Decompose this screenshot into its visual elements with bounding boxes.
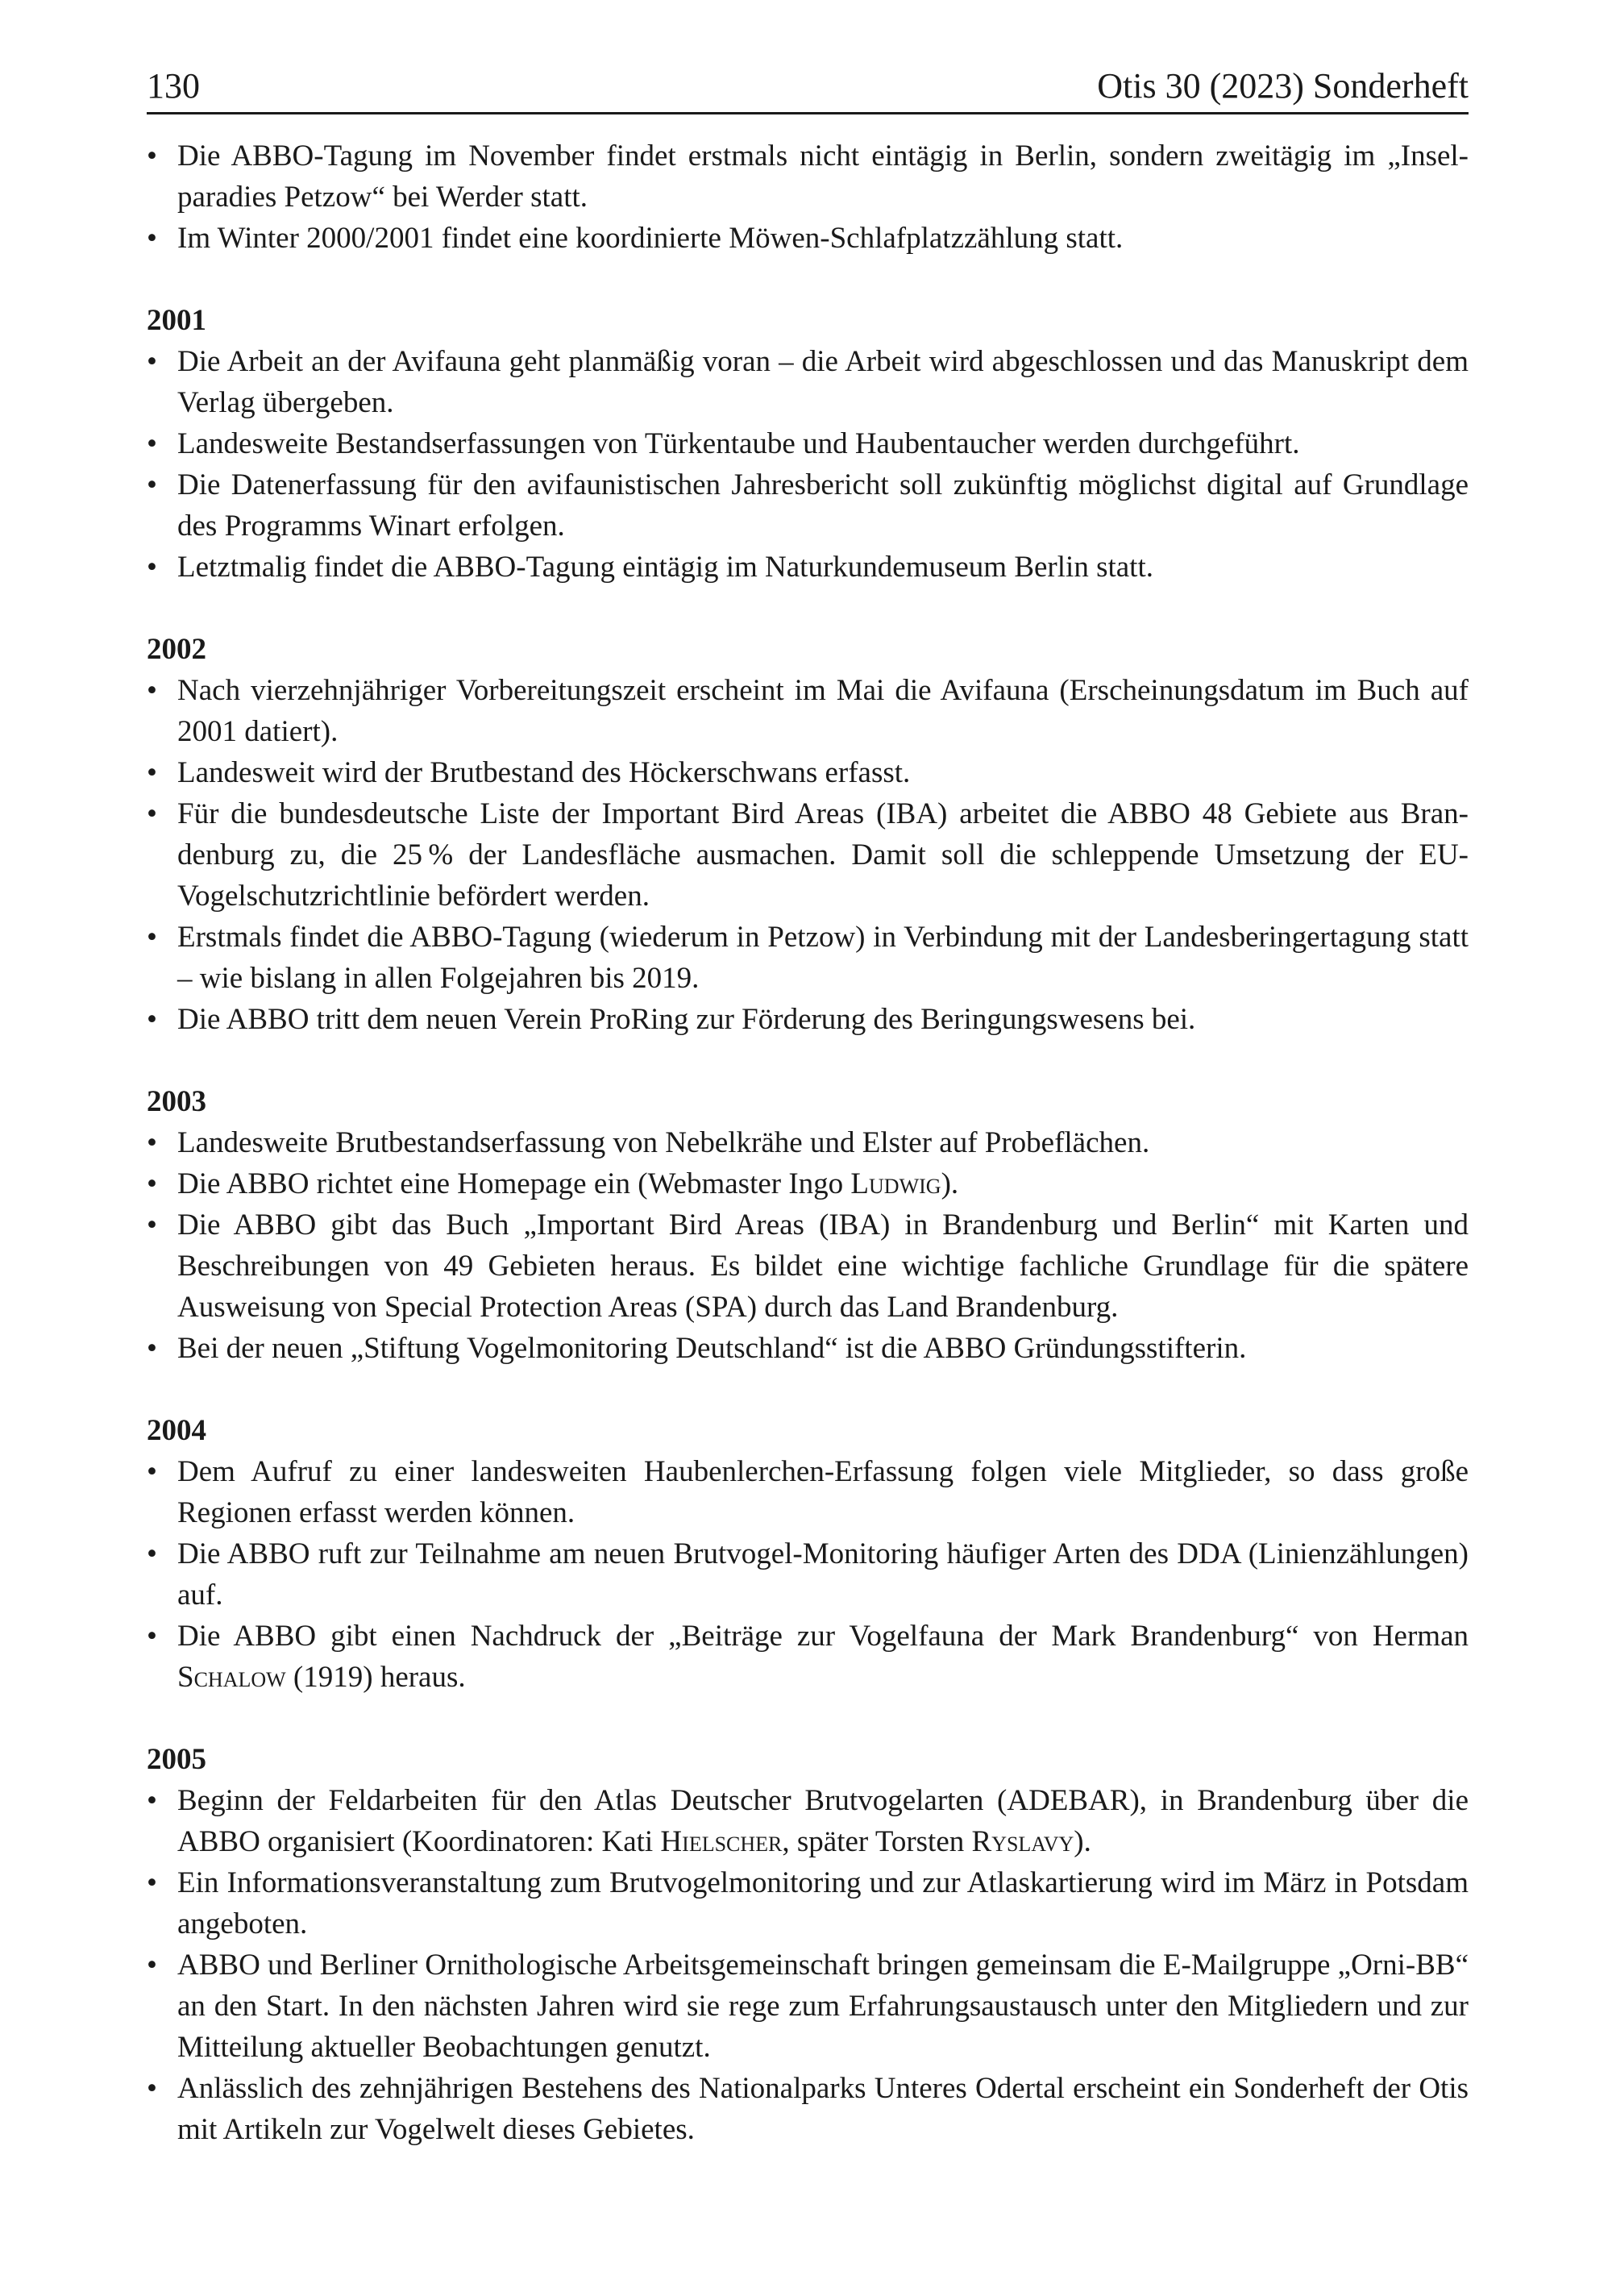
list-item: • Bei der neuen „Stiftung Vogelmonitoring Deutschland“ ist die ABBO Gründungsstifterin. — [147, 1328, 1469, 1369]
running-header — [147, 63, 1469, 114]
page-number: 130 — [147, 66, 200, 106]
bullet-list — [147, 1780, 1469, 2150]
year-section-2002 — [147, 629, 1469, 1040]
bullet-list — [147, 1122, 1469, 1369]
chronicle-content — [147, 135, 1469, 2191]
year-heading: 2002 — [147, 633, 206, 666]
year-heading: 2001 — [147, 304, 206, 337]
list-item: • Die ABBO richtet eine Homepage ein (Webmaster Ingo Ludwig). — [147, 1163, 1469, 1204]
journal-title: Otis 30 (2023) Sonderheft — [1097, 66, 1469, 106]
list-item: • Erstmals findet die ABBO-Tagung (wiederum in Petzow) in Verbindung mit der Landesberingertagung statt – wie bislang in allen Folgejahren bis 2019. — [147, 917, 1469, 999]
list-item: • Die ABBO tritt dem neuen Verein ProRing zur Förderung des Beringungswesens bei. — [147, 999, 1469, 1040]
list-item: • Nach vierzehnjähriger Vorbereitungszeit erscheint im Mai die Avifauna (Erscheinungsdatum im Buch auf 2001 datiert). — [147, 670, 1469, 752]
bullet-list — [147, 341, 1469, 588]
bullet-list — [147, 135, 1469, 259]
list-item: • Landesweite Brutbestandserfassung von Nebelkrähe und Elster auf Probeflächen. — [147, 1122, 1469, 1163]
list-item: • Die ABBO ruft zur Teilnahme am neuen Brutvogel-Monitoring häufiger Arten des DDA (Linienzählungen) auf. — [147, 1533, 1469, 1616]
list-item: • Die ABBO gibt das Buch „Important Bird Areas (IBA) in Brandenburg und Berlin“ mit Karten und Beschreibungen von 49 Gebieten heraus. Es bildet eine wichtige fachliche Grundlage für die spätere Ausweisung von Special Protection Areas (SPA) durch das Land Brandenburg. — [147, 1204, 1469, 1328]
year-section-2005 — [147, 1739, 1469, 2150]
list-item: • Für die bundesdeutsche Liste der Important Bird Areas (IBA) arbeitet die ABBO 48 Gebiete aus Brandenburg zu, die 25 % der Landesfläche ausmachen. Damit soll die schleppende Umsetzung der EU-Vogelschutzrichtlinie befördert werden. — [147, 793, 1469, 917]
year-section-2004 — [147, 1410, 1469, 1698]
list-item: • Die Arbeit an der Avifauna geht planmäßig voran – die Arbeit wird abgeschlossen und das Manuskript dem Verlag übergeben. — [147, 341, 1469, 423]
list-item: • Im Winter 2000/2001 findet eine koordinierte Möwen-Schlafplatzzählung statt. — [147, 218, 1469, 259]
list-item: • Die ABBO gibt einen Nachdruck der „Beiträge zur Vogelfauna der Mark Brandenburg“ von Herman Schalow (1919) heraus. — [147, 1616, 1469, 1698]
list-item: • Die ABBO-Tagung im November findet erstmals nicht eintägig in Berlin, sondern zweitägig im „Inselparadies Petzow“ bei Werder statt. — [147, 135, 1469, 218]
bullet-list — [147, 1451, 1469, 1698]
list-item: • Dem Aufruf zu einer landesweiten Haubenlerchen-Erfassung folgen viele Mitglieder, so dass große Regionen erfasst werden können. — [147, 1451, 1469, 1533]
list-item: • Die Datenerfassung für den avifaunistischen Jahresbericht soll zukünftig möglichst digital auf Grundlage des Programms Winart erfolgen. — [147, 464, 1469, 547]
list-item: • Letztmalig findet die ABBO-Tagung eintägig im Naturkundemuseum Berlin statt. — [147, 547, 1469, 588]
year-section-2003 — [147, 1081, 1469, 1369]
list-item: • Landesweit wird der Brutbestand des Höckerschwans erfasst. — [147, 752, 1469, 793]
list-item: • Beginn der Feldarbeiten für den Atlas Deutscher Brutvogelarten (ADEBAR), in Brandenburg über die ABBO organisiert (Koordinatoren: Kati Hielscher, später Torsten Ryslavy). — [147, 1780, 1469, 1862]
list-item: • Anlässlich des zehnjährigen Bestehens des Nationalparks Unteres Odertal erscheint ein Sonderheft der Otis mit Artikeln zur Vogelwelt dieses Gebietes. — [147, 2068, 1469, 2150]
bullet-list — [147, 670, 1469, 1040]
list-item: • Ein Informationsveranstaltung zum Brutvogelmonitoring und zur Atlaskartierung wird im März in Potsdam angeboten. — [147, 1862, 1469, 1945]
list-item: • Landesweite Bestandserfassungen von Türkentaube und Haubentaucher werden durchgeführt. — [147, 423, 1469, 464]
year-heading: 2005 — [147, 1743, 206, 1776]
year-heading: 2003 — [147, 1085, 206, 1118]
year-heading: 2004 — [147, 1414, 206, 1447]
year-section-continued — [147, 135, 1469, 259]
year-section-2001 — [147, 300, 1469, 588]
list-item: • ABBO und Berliner Ornithologische Arbeitsgemeinschaft bringen gemeinsam die E-Mailgruppe „Orni-BB“ an den Start. In den nächsten Jahren wird sie rege zum Erfahrungsaustausch unter den Mitgliedern und zur Mitteilung aktueller Beobachtungen genutzt. — [147, 1945, 1469, 2068]
